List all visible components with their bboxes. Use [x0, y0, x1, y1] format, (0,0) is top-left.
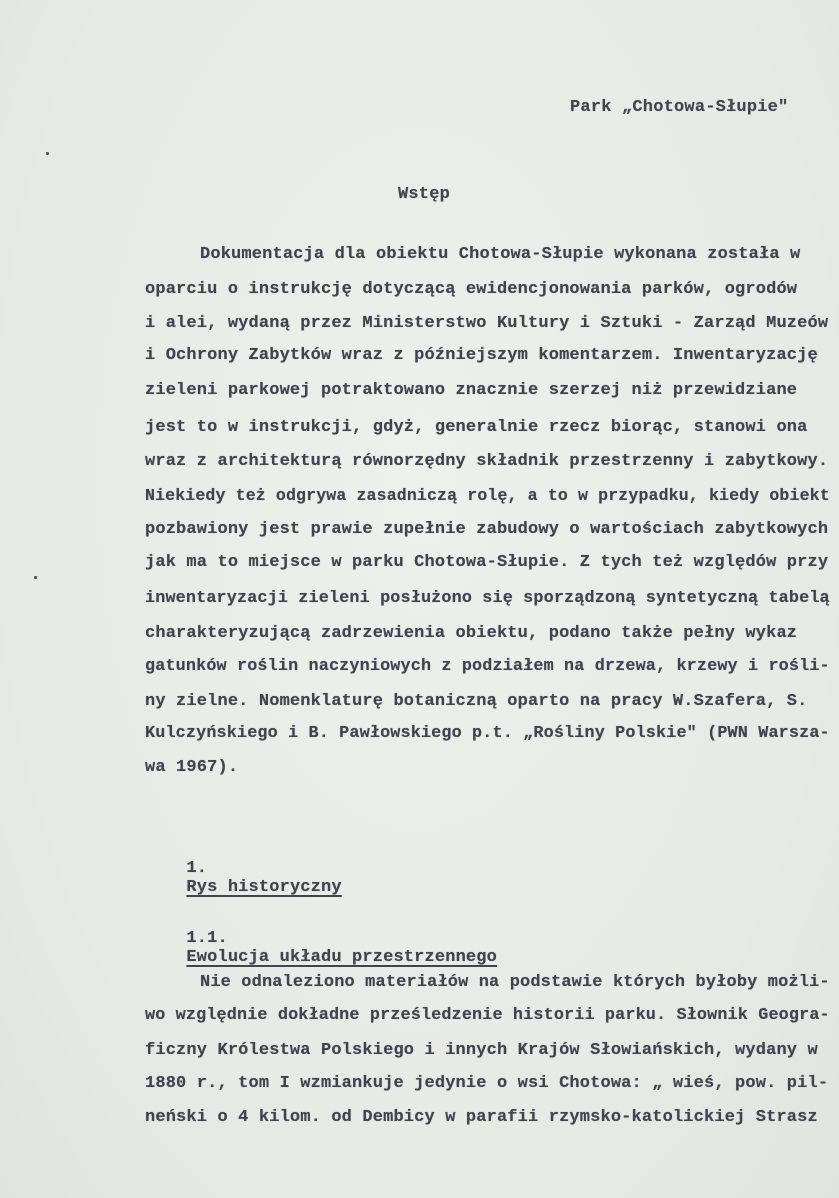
intro-heading: Wstęp: [398, 185, 451, 204]
intro-line: zieleni parkowej potraktowano znacznie szerzej niż przewidziane: [145, 381, 798, 400]
intro-line: Kulczyńskiego i B. Pawłowskiego p.t. „Rośliny Polskie" (PWN Warsza-: [145, 724, 830, 743]
margin-mark-middle: [34, 576, 37, 579]
intro-line: Dokumentacja dla obiektu Chotowa-Słupie wykonana została w: [200, 245, 801, 264]
intro-line: wa 1967).: [145, 758, 239, 777]
intro-line: i Ochrony Zabytków wraz z późniejszym komentarzem. Inwentaryzację: [145, 346, 818, 365]
section-1-1-number: 1.1.: [186, 929, 228, 948]
section-1-number: 1.: [186, 859, 208, 878]
intro-line: wraz z architekturą równorzędny składnik przestrzenny i zabytkowy.: [145, 452, 829, 471]
intro-line: gatunków roślin naczyniowych z podziałem na drzewa, krzewy i rośli-: [145, 657, 830, 676]
intro-line: oparciu o instrukcję dotyczącą ewidencjonowania parków, ogrodów: [145, 280, 798, 299]
history-line: ficzny Królestwa Polskiego i innych Krajów Słowiańskich, wydany w: [145, 1041, 818, 1060]
intro-line: inwentaryzacji zieleni posłużono się sporządzoną syntetyczną tabelą: [145, 589, 830, 608]
intro-line: ny zielne. Nomenklaturę botaniczną oparto na pracy W.Szafera, S.: [145, 692, 808, 711]
history-line: wo względnie dokładne prześledzenie historii parku. Słownik Geogra-: [145, 1006, 830, 1025]
intro-line: Niekiedy też odgrywa zasadniczą rolę, a to w przypadku, kiedy obiekt: [145, 486, 830, 505]
intro-line: jest to w instrukcji, gdyż, generalnie rzecz biorąc, stanowi ona: [145, 418, 808, 437]
history-line: neński o 4 kilom. od Dembicy w parafii rzymsko-katolickiej Strasz: [145, 1108, 818, 1127]
history-line: 1880 r., tom I wzmiankuje jedynie o wsi Chotowa: „ wieś, pow. pil-: [145, 1074, 829, 1093]
intro-line: jak ma to miejsce w parku Chotowa-Słupie. Z tych też względów przy: [145, 553, 829, 572]
intro-line: pozbawiony jest prawie zupełnie zabudowy o wartościach zabytkowych: [145, 520, 829, 539]
section-1-heading: [145, 840, 342, 916]
margin-mark-top: [46, 152, 49, 155]
section-1-title: Rys historyczny: [186, 878, 342, 897]
park-title: Park „Chotowa-Słupie": [570, 98, 789, 117]
intro-line: i alei, wydaną przez Ministerstwo Kultury i Sztuki - Zarząd Muzeów: [145, 314, 829, 333]
history-line: Nie odnaleziono materiałów na podstawie których byłoby możli-: [200, 973, 830, 992]
intro-line: charakteryzującą zadrzewienia obiektu, podano także pełny wykaz: [145, 624, 798, 643]
section-1-1-title: Ewolucja układu przestrzennego: [186, 948, 497, 967]
